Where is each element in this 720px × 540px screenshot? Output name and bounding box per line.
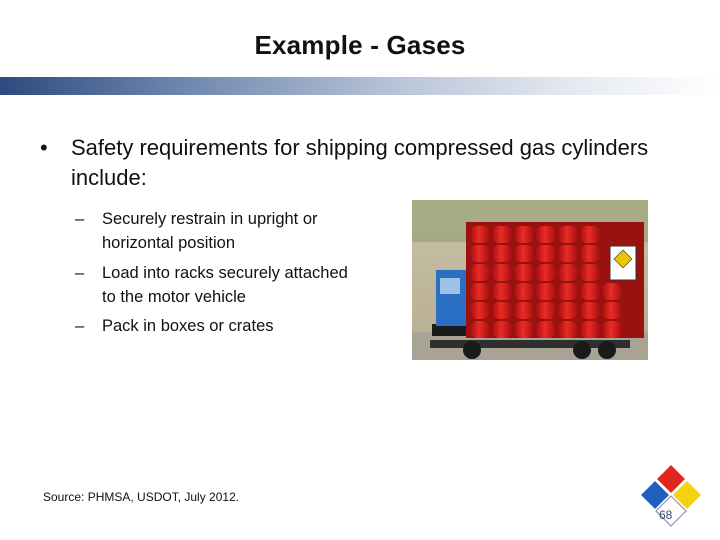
sub-bullet-text: Pack in boxes or crates bbox=[102, 317, 274, 335]
dash-symbol: – bbox=[75, 317, 85, 335]
gas-cylinder bbox=[580, 245, 600, 262]
gas-cylinder bbox=[536, 245, 556, 262]
gas-cylinder bbox=[492, 226, 512, 243]
gas-cylinder bbox=[580, 321, 600, 338]
gas-cylinder bbox=[492, 302, 512, 319]
gas-cylinder bbox=[602, 302, 622, 319]
gas-cylinder bbox=[536, 226, 556, 243]
gas-cylinder bbox=[470, 283, 490, 300]
gas-cylinder bbox=[536, 321, 556, 338]
gas-cylinder bbox=[470, 302, 490, 319]
gas-cylinder bbox=[492, 264, 512, 281]
main-bullet-text: Safety requirements for shipping compressed gas cylinders include: bbox=[71, 135, 649, 190]
dash-symbol: – bbox=[75, 264, 85, 282]
gas-cylinder bbox=[470, 321, 490, 338]
gas-cylinder bbox=[514, 302, 534, 319]
gas-cylinder bbox=[602, 321, 622, 338]
gas-cylinder bbox=[558, 264, 578, 281]
gas-cylinder bbox=[580, 283, 600, 300]
gas-cylinder bbox=[580, 226, 600, 243]
gas-cylinder bbox=[492, 245, 512, 262]
gas-cylinder bbox=[514, 283, 534, 300]
gas-cylinder bbox=[514, 226, 534, 243]
sub-bullet-text: Load into racks securely attached to the motor vehicle bbox=[102, 264, 348, 306]
slide-title: Example - Gases bbox=[254, 30, 466, 60]
gas-cylinder bbox=[470, 264, 490, 281]
truck-with-red-gas-cylinders-photo bbox=[412, 200, 648, 360]
gas-cylinder bbox=[536, 283, 556, 300]
gas-cylinder bbox=[580, 302, 600, 319]
gas-cylinder bbox=[536, 302, 556, 319]
gas-cylinder bbox=[492, 283, 512, 300]
bullet-symbol: • bbox=[40, 135, 48, 160]
gas-cylinder bbox=[470, 226, 490, 243]
gas-cylinder bbox=[558, 226, 578, 243]
gas-cylinder bbox=[514, 321, 534, 338]
sub-bullet-text: Securely restrain in upright or horizontal position bbox=[102, 210, 318, 252]
gas-cylinder bbox=[558, 283, 578, 300]
gas-cylinder bbox=[580, 264, 600, 281]
gas-cylinder bbox=[492, 321, 512, 338]
gas-cylinder bbox=[514, 245, 534, 262]
source-citation: Source: PHMSA, USDOT, July 2012. bbox=[43, 490, 240, 504]
dash-symbol: – bbox=[75, 210, 85, 228]
gas-cylinder bbox=[558, 321, 578, 338]
gas-cylinder bbox=[470, 245, 490, 262]
gas-cylinder bbox=[558, 245, 578, 262]
gas-cylinder bbox=[536, 264, 556, 281]
title-underline-bar bbox=[0, 77, 720, 95]
gas-cylinder bbox=[558, 302, 578, 319]
gas-cylinder bbox=[602, 283, 622, 300]
cylinder-truck-illustration bbox=[412, 200, 648, 360]
gas-cylinder bbox=[514, 264, 534, 281]
page-number: 68 bbox=[659, 508, 673, 522]
